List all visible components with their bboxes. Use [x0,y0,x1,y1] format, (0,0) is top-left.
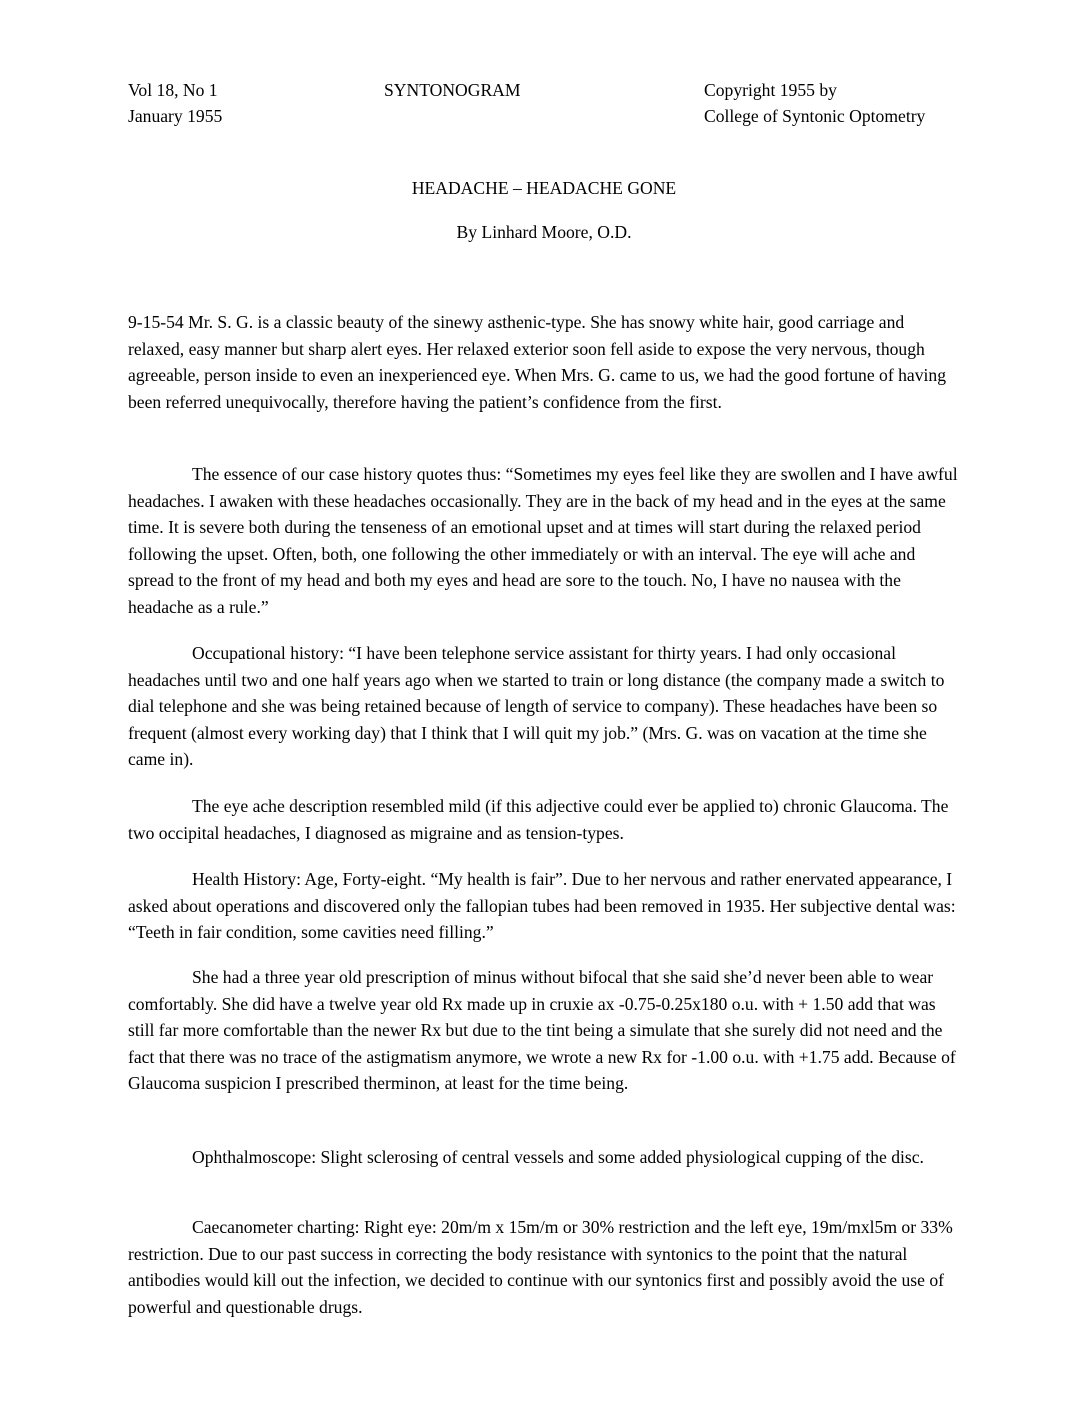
publication-name [384,77,521,103]
paragraph-text: Occupational history: “I have been telephone service assistant for thirty years. I had only occasional headaches until two and one half years ago when we started to train or long distance (the company made a switch to dial telephone and she was being retained because of length of service to company). These headaches have been so frequent (almost every working day) that I think that I will quit my job.” (Mrs. G. was on vacation at the time she came in). [128,643,945,769]
publication-title: SYNTONOGRAM [384,80,521,100]
article-title: HEADACHE – HEADACHE GONE [411,178,677,198]
paragraph-1 [128,309,960,415]
issue-info [128,77,222,129]
paragraph-text: Health History: Age, Forty-eight. “My health is fair”. Due to her nervous and rather enervated appearance, I asked about operations and discovered only the fallopian tubes had been removed in 1935. Her subjective dental was: “Teeth in fair condition, some cavities need filling.” [128,869,956,942]
paragraph-6 [128,964,960,1097]
paragraph-4 [128,793,960,846]
issue-date: January 1955 [128,106,223,126]
copyright-line: Copyright 1955 by [704,80,837,100]
paragraph-text: 9-15-54 Mr. S. G. is a classic beauty of the sinewy asthenic-type. She has snowy white hair, good carriage and relaxed, easy manner but sharp alert eyes. Her relaxed exterior soon fell aside to expose the very nervous, though agreeable, person inside to even an inexperienced eye. When Mrs. G. came to us, we had the good fortune of having been referred unequivocally, therefore having the patient’s confidence from the first. [128,312,946,412]
paragraph-7 [128,1144,960,1171]
article-byline: By Linhard Moore, O.D. [456,222,632,242]
publisher-name: College of Syntonic Optometry [704,106,926,126]
paragraph-8 [128,1214,960,1320]
paragraph-text: She had a three year old prescription of minus without bifocal that she said she’d never been able to wear comfortably. She did have a twelve year old Rx made up in cruxie ax -0.75-0.25x180 o.u. with + 1.50 add that was still far more comfortable than the newer Rx but due to the tint being a simulate that she surely did not need and the fact that there was no trace of the astigmatism anymore, we wrote a new Rx for -1.00 o.u. with +1.75 add. Because of Glaucoma suspicion I prescribed therminon, at least for the time being. [128,967,956,1093]
paragraph-text: The essence of our case history quotes thus: “Sometimes my eyes feel like they are swollen and I have awful headaches. I awaken with these headaches occasionally. They are in the back of my head and in the eyes at the same time. It is severe both during the tenseness of an emotional upset and at times will start during the relaxed period following the upset. Often, both, one following the other immediately or with an interval. The eye will ache and spread to the front of my head and both my eyes and head are sore to the touch. No, I have no nausea with the headache as a rule.” [128,464,958,617]
paragraph-3 [128,640,960,773]
paragraph-5 [128,866,960,946]
paragraph-text: Ophthalmoscope: Slight sclerosing of central vessels and some added physiological cupping of the disc. [192,1147,924,1167]
paragraph-2 [128,461,960,620]
paragraph-text: Caecanometer charting: Right eye: 20m/m x 15m/m or 30% restriction and the left eye, 19m/mxl5m or 33% restriction. Due to our past success in correcting the body resistance with syntonics to the point that the natural antibodies would kill out the infection, we decided to continue with our syntonics first and possibly avoid the use of powerful and questionable drugs. [128,1217,953,1317]
copyright-notice [704,77,925,129]
paragraph-text: The eye ache description resembled mild (if this adjective could ever be applied to) chronic Glaucoma. The two occipital headaches, I diagnosed as migraine and as tension-types. [128,796,949,843]
volume-number: Vol 18, No 1 [128,80,218,100]
